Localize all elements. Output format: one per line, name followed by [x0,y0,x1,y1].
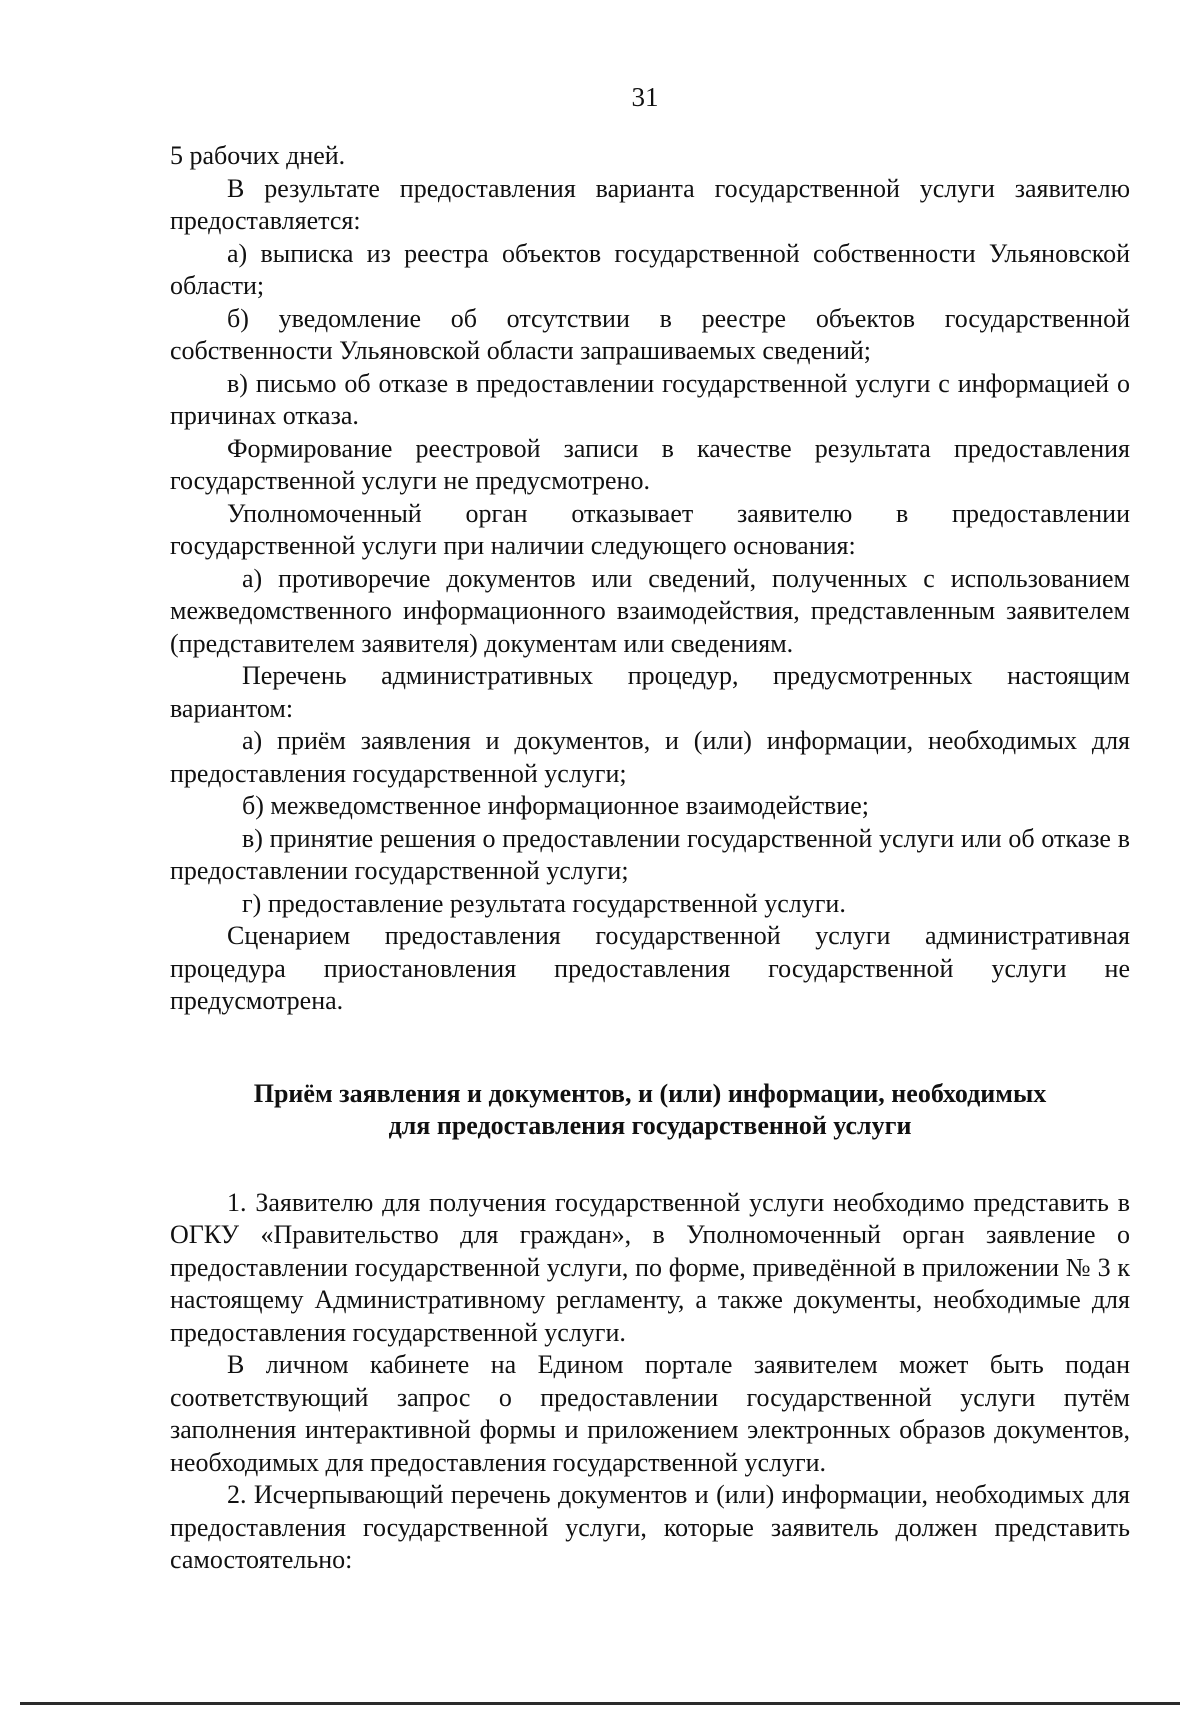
paragraphs-bottom [170,1187,1130,1577]
page-number: 31 [631,82,659,112]
section-heading-line-1: Приём заявления и документов, и (или) информации, необходимых [253,1078,1047,1108]
section-heading [170,1058,1130,1143]
paragraph: а) приём заявления и документов, и (или) информации, необходимых для предоставления государственной услуги; [170,726,1130,788]
paragraph: а) выписка из реестра объектов государственной собственности Ульяновской области; [170,238,1130,300]
paragraph: В результате предоставления варианта государственной услуги заявителю предоставляется: [170,173,1130,235]
section-gap [170,1143,1130,1187]
bottom-rule [20,1702,1180,1705]
paragraph: в) письмо об отказе в предоставлении государственной услуги с информацией о причинах отказа. [170,368,1130,430]
paragraph: 2. Исчерпывающий перечень документов и (или) информации, необходимых для предоставления государственной услуги, которые заявитель должен представить самостоятельно: [170,1480,1130,1574]
paragraph: г) предоставление результата государственной услуги. [242,888,846,918]
paragraph: 1. Заявителю для получения государственной услуги необходимо представить в ОГКУ «Правительство для граждан», в Уполномоченный орган заявление о предоставлении государственной услуги, по форме, приведённой в приложении № 3 к настоящему Административному регламенту, а также документы, необходимые для предоставления государственной услуги. [170,1187,1130,1347]
paragraph: Перечень административных процедур, предусмотренных настоящим вариантом: [170,661,1130,723]
section-heading-line-2: для предоставления государственной услуги [388,1111,912,1140]
paragraph: б) уведомление об отсутствии в реестре объектов государственной собственности Ульяновской области запрашиваемых сведений; [170,303,1130,365]
paragraph: Сценарием предоставления государственной услуги административная процедура приостановления предоставления государственной услуги не предусмотрена. [170,921,1130,1015]
paragraph: а) противоречие документов или сведений, полученных с использованием межведомственного информационного взаимодействия, представленным заявителем (представителем заявителя) документам или сведениям. [170,563,1130,658]
document-body [170,140,1130,1577]
paragraph: В личном кабинете на Едином портале заявителем может быть подан соответствующий запрос о предоставлении государственной услуги путём заполнения интерактивной формы и приложением электронных образов документов, необходимых для предоставления государственной услуги. [170,1350,1130,1477]
paragraph: Уполномоченный орган отказывает заявителю в предоставлении государственной услуги при наличии следующего основания: [170,498,1130,560]
paragraph: б) межведомственное информационное взаимодействие; [242,791,869,820]
paragraph: 5 рабочих дней. [170,141,346,170]
paragraph: Формирование реестровой записи в качестве результата предоставления государственной услуги не предусмотрено. [170,433,1130,495]
paragraphs-top [170,140,1130,1018]
paragraph: в) принятие решения о предоставлении государственной услуги или об отказе в предоставлении государственной услуги; [170,823,1130,885]
